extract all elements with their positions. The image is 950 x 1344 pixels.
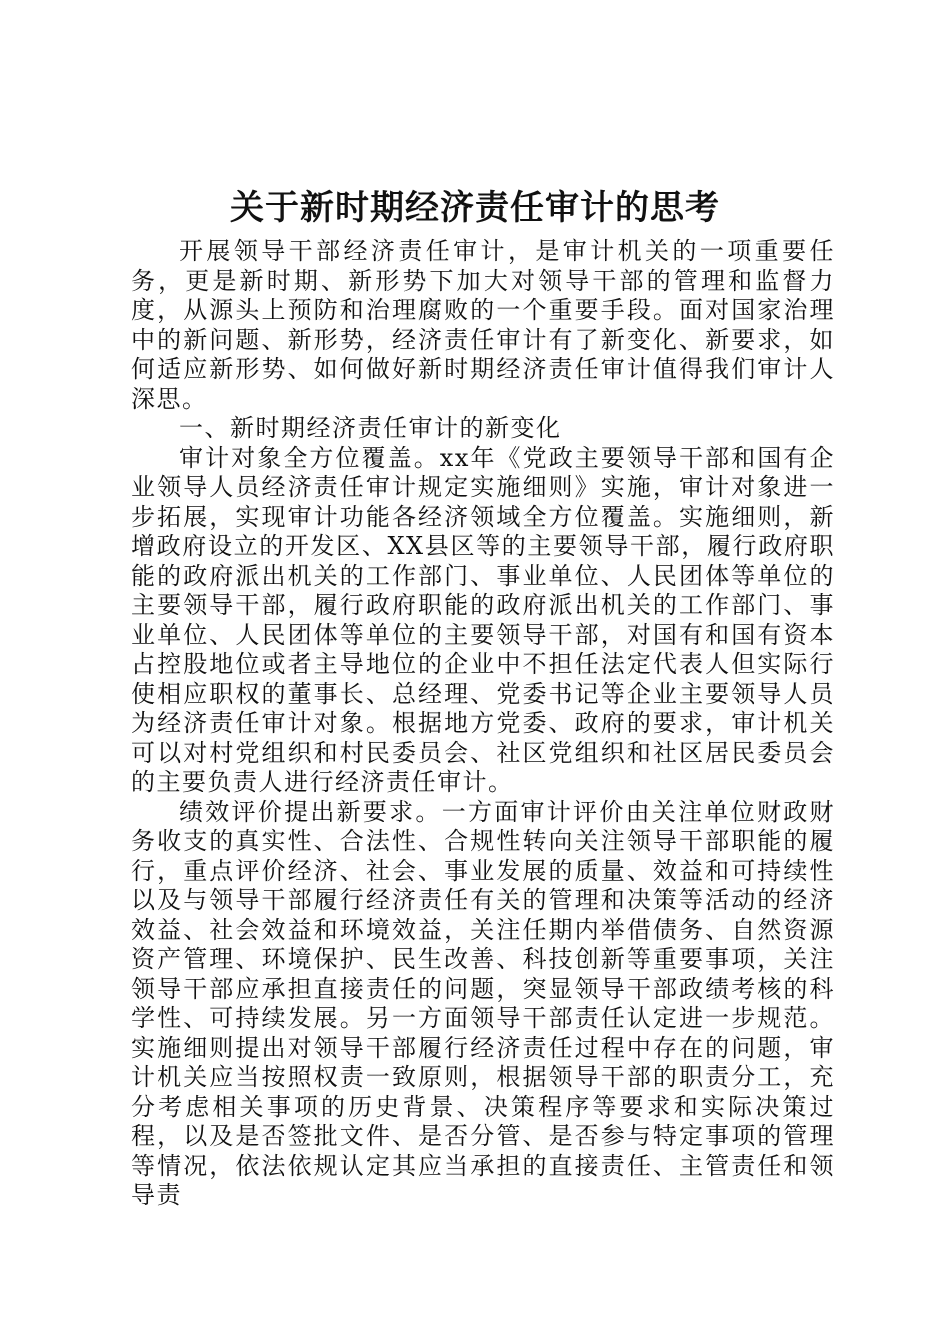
paragraph-audit-scope: 审计对象全方位覆盖。xx年《党政主要领导干部和国有企业领导人员经济责任审计规定实施细则》实施，审计对象进一步拓展，实现审计功能各经济领域全方位覆盖。实施细则，新增政府设立的开发区、XX县区等的主要领导干部，履行政府职能的政府派出机关的工作部门、事业单位、人民团体等单位的主要领导干部，履行政府职能的政府派出机关的工作部门、事业单位、人民团体等单位的主要领导干部，对国有和国有资本占控股地位或者主导地位的企业中不担任法定代表人但实际行使相应职权的董事长、总经理、党委书记等企业主要领导人员为经济责任审计对象。根据地方党委、政府的要求，审计机关可以对村党组织和村民委员会、社区党组织和社区居民委员会的主要负责人进行经济责任审计。 bbox=[131, 443, 835, 796]
document-body bbox=[131, 237, 835, 1211]
paragraph-performance-evaluation: 绩效评价提出新要求。一方面审计评价由关注单位财政财务收支的真实性、合法性、合规性转向关注领导干部职能的履行，重点评价经济、社会、事业发展的质量、效益和可持续性以及与领导干部履行经济责任有关的管理和决策等活动的经济效益、社会效益和环境效益，关注任期内举借债务、自然资源资产管理、环境保护、民生改善、科技创新等重要事项，关注领导干部应承担直接责任的问题，突显领导干部政绩考核的科学性、可持续发展。另一方面领导干部责任认定进一步规范。实施细则提出对领导干部履行经济责任过程中存在的问题，审计机关应当按照权责一致原则，根据领导干部的职责分工，充分考虑相关事项的历史背景、决策程序等要求和实际决策过程，以及是否签批文件、是否分管、是否参与特定事项的管理等情况，依法依规认定其应当承担的直接责任、主管责任和领导责 bbox=[131, 797, 835, 1209]
paragraph-intro: 开展领导干部经济责任审计，是审计机关的一项重要任务，更是新时期、新形势下加大对领导干部的管理和监督力度，从源头上预防和治理腐败的一个重要手段。面对国家治理中的新问题、新形势，经济责任审计有了新变化、新要求，如何适应新形势、如何做好新时期经济责任审计值得我们审计人深思。 bbox=[131, 237, 835, 413]
document-title: 关于新时期经济责任审计的思考 bbox=[230, 188, 720, 228]
section-heading: 一、新时期经济责任审计的新变化 bbox=[179, 414, 562, 442]
